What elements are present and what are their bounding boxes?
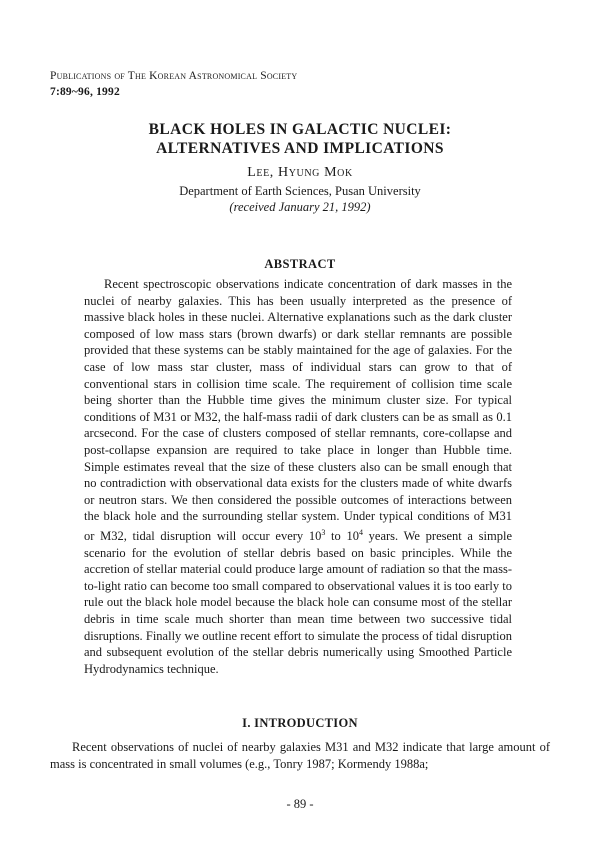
abstract-text-2: years. We present a simple scenario for the evolution of stellar debris based on basic principles. While the accretion of stellar material could produce large amount of radiation so that the mass-to-light ratio can become too small compared to observational values it is too early to rule out the black hole model because the black hole can consume most of the stellar debris in time scale much shorter than mean time between two successive tidal disruptions. Finally we outline recent effort to simulate the process of tidal disruption and subsequent evolution of the stellar debris numerically using Smoothed Particle Hydrodynamics technique. (84, 529, 513, 676)
title-line-2: ALTERNATIVES AND IMPLICATIONS (156, 140, 444, 157)
author-name: Lee, Hyung Mok (247, 165, 353, 180)
journal-citation (50, 68, 297, 100)
author-affiliation: Department of Earth Sciences, Pusan University (179, 184, 421, 198)
journal-name: Publications of The Korean Astronomical Society (50, 70, 298, 82)
abstract-heading: ABSTRACT (264, 257, 336, 271)
introduction-body: Recent observations of nuclei of nearby galaxies M31 and M32 indicate that large amount of mass is concentrated in small volumes (e.g., Tonry 1987; Kormendy 1988a; (50, 740, 550, 771)
abstract-text-mid: to 10 (325, 529, 359, 544)
abstract-body (84, 276, 512, 677)
received-date: (received January 21, 1992) (229, 200, 371, 214)
paper-title (0, 120, 600, 158)
abstract-text-1: Recent spectroscopic observations indicate concentration of dark masses in the nuclei of nearby galaxies. This has been usually interpreted as the presence of massive black holes in these nuclei. Alternative explanations such as the dark cluster composed of low mass stars (brown dwarfs) or dark stellar remnants are possible provided that these systems can be stably maintained for the age of galaxies. For the case of low mass star cluster, mass of individual stars can grow to that of conventional stars in collision time scale. The requirement of collision time scale being shorter than the Hubble time gives the minimum cluster size. For typical conditions of M31 or M32, the half-mass radii of dark clusters can be as small as 0.1 arcsecond. For the case of clusters composed of stellar remnants, core-collapse and post-collapse expansion are required to take place in longer than Hubble time. Simple estimates reveal that the size of these clusters also can be small enough that no contradiction with observational data exists for the clusters made of white dwarfs or neutron stars. We then considered the possible outcomes of interactions between the black hole and the surrounding stellar system. Under typical conditions of M31 or M32, tidal disruption will occur every 10 (84, 277, 512, 544)
abstract-exponent-2: 4 (358, 527, 363, 537)
journal-volume-pages: 7:89~96, 1992 (50, 86, 120, 98)
page-number: - 89 - (286, 797, 314, 811)
section-heading-introduction: I. INTRODUCTION (242, 716, 358, 730)
title-line-1: BLACK HOLES IN GALACTIC NUCLEI: (148, 121, 452, 138)
abstract-exponent-1: 3 (321, 527, 326, 537)
